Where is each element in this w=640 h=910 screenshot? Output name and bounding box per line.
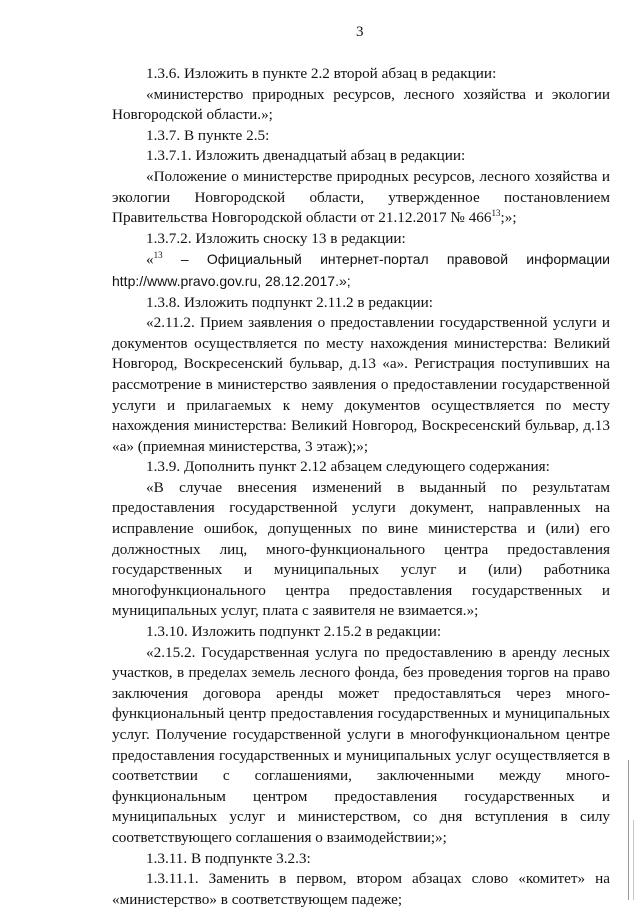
regulation-quote-text: «Положение о министерстве природных ресурсов, лесного хозяйства и экологии Новгородской области, утвержденное постановлением Правительства Новгородской области от 21.12.2017 № 466 <box>112 167 610 227</box>
document-body <box>112 64 610 910</box>
paragraph-1-3-11: 1.3.11. В подпункте 3.2.3: <box>146 849 311 867</box>
paragraph-regulation-quote <box>112 167 610 229</box>
paragraph-fee-clause: «В случае внесения изменений в выданный по результатам предоставления государственной услуги документ, направленных на исправление ошибок, допущенных по вине министерства и (или) его должностных лиц, много-функционального центра предоставления государственных и муниципальных услуг и (или) работника многофункционального центра предоставления государственных и муниципальных услуг, плата с заявителя не взимается.»; <box>112 478 610 620</box>
paragraph-1-3-9: 1.3.9. Дополнить пункт 2.12 абзацем следующего содержания: <box>146 458 550 476</box>
paragraph-1-3-11-1: 1.3.11.1. Заменить в первом, втором абзацах слово «комитет» на «министерство» в соответствующем падеже; <box>112 870 610 908</box>
paragraph-1-3-7-2: 1.3.7.2. Изложить сноску 13 в редакции: <box>146 229 406 247</box>
footnote-ref-13: 13 <box>491 208 501 219</box>
scan-edge-mark-secondary <box>633 820 634 900</box>
footnote-open-quote: « <box>146 251 154 269</box>
footnote-number-13: 13 <box>153 250 163 261</box>
paragraph-1-3-10: 1.3.10. Изложить подпункт 2.15.2 в редакции: <box>146 623 442 641</box>
paragraph-1-3-7: 1.3.7. В пункте 2.5: <box>146 126 270 144</box>
regulation-quote-end: ;»; <box>500 209 517 227</box>
paragraph-1-3-8: 1.3.8. Изложить подпункт 2.11.2 в редакции: <box>146 293 433 311</box>
paragraph-1-3-7-1: 1.3.7.1. Изложить двенадцатый абзац в редакции: <box>146 147 466 165</box>
footnote-text: – Официальный интернет-портал правовой информации http://www.pravo.gov.ru, 28.12.2017.»; <box>112 251 610 289</box>
paragraph-1-3-6: 1.3.6. Изложить в пункте 2.2 второй абзац в редакции: <box>146 65 497 82</box>
page-number: 3 <box>356 24 364 40</box>
paragraph-2-11-2: «2.11.2. Прием заявления о предоставлении государственной услуги и документов осуществляется по месту нахождения министерства: Великий Новгород, Воскресенский бульвар, д.13 «а». Регистрация поступивших на рассмотрение в министерство заявления о предоставлении государственной услуги и прилагаемых к нему документов осуществляется по месту нахождения министерства: Великий Новгород, Воскресенский бульвар, д.13 «а» (приемная министерства, 3 этаж);»; <box>112 314 610 455</box>
paragraph-2-15-2: «2.15.2. Государственная услуга по предоставлению в аренду лесных участков, в пределах земель лесного фонда, без проведения торгов на право заключения договора аренды может предоставляться через много-функциональный центр предоставления государственных и муниципальных услуг. Получение государственной услуги в многофункциональном центре предоставления государственных и муниципальных услуг осуществляется в соответствии с соглашениями, заключенными между много-функциональным центром предоставления государственных и муниципальных услуг и министерством, со дня вступления в силу соответствующего соглашения о взаимодействии;»; <box>112 643 610 846</box>
paragraph-quote-ministry: «министерство природных ресурсов, лесного хозяйства и экологии Новгородской области.»; <box>112 85 610 124</box>
scan-edge-mark <box>628 760 629 900</box>
paragraph-footnote-13 <box>112 249 610 292</box>
